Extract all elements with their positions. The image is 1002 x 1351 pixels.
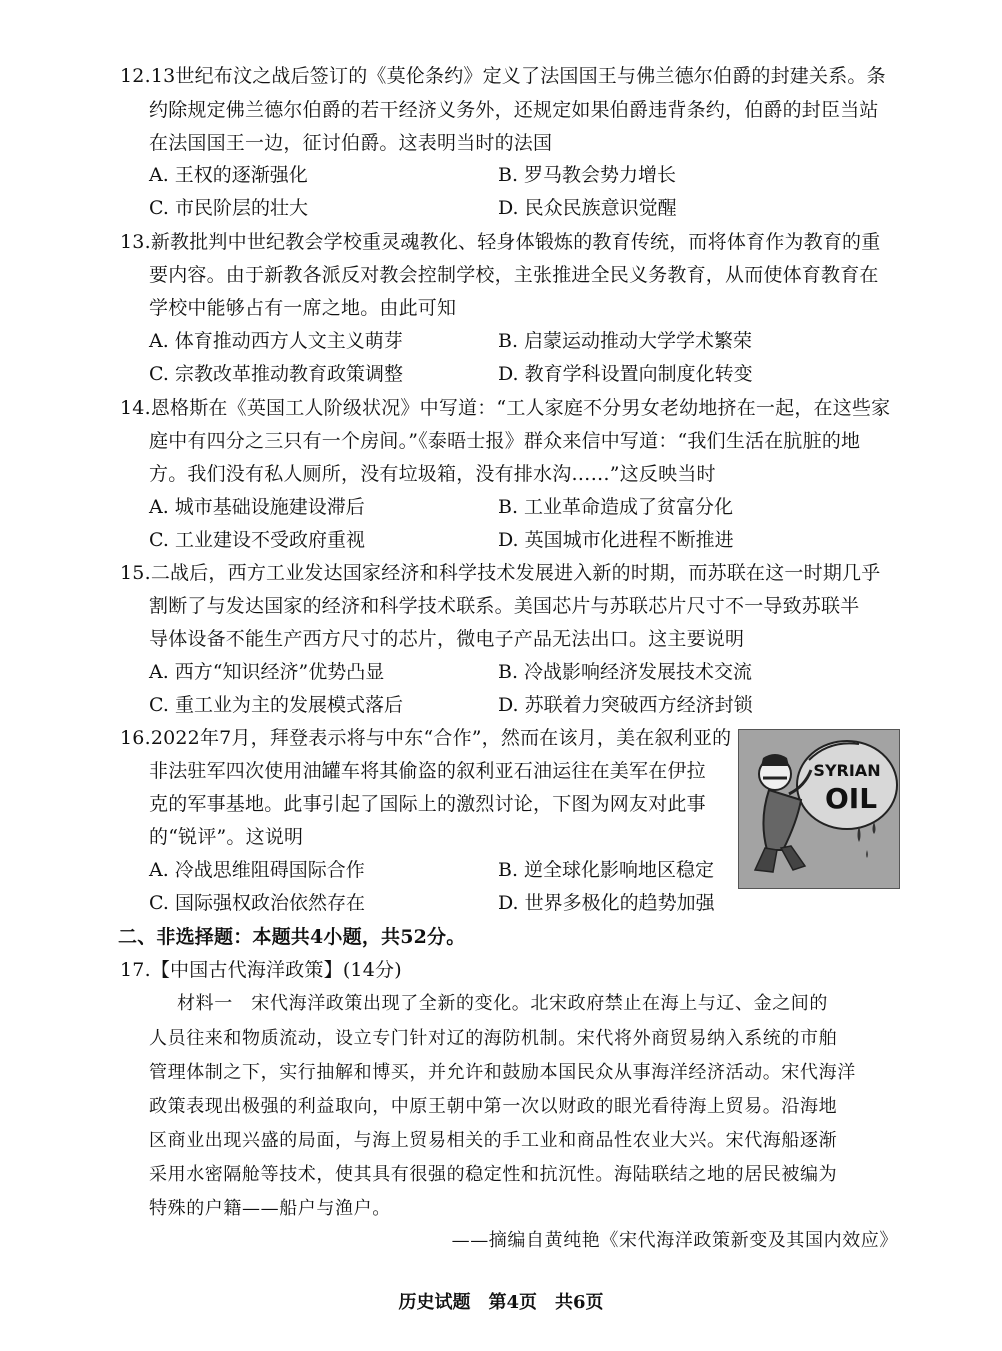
- q12-stem-line-2: 约除规定佛兰德尔伯爵的若干经济义务外，还规定如果伯爵违背条约，伯爵的封臣当站: [149, 99, 879, 121]
- q15-option-b[interactable]: B. 冷战影响经济发展技术交流: [498, 661, 753, 683]
- q12-option-a[interactable]: A. 王权的逐渐强化: [149, 164, 308, 186]
- q17-source-citation: ——摘编自黄纯艳《宋代海洋政策新变及其国内效应》: [451, 1230, 898, 1251]
- page-footer: 历史试题 第4页 共6页: [398, 1292, 604, 1313]
- q14-stem-line-2: 庭中有四分之三只有一个房间。”《泰晤士报》群众来信中写道：“我们生活在肮脏的地: [149, 430, 861, 452]
- q13-stem-line-2: 要内容。由于新教各派反对教会控制学校，主张推进全民义务教育，从而使体育教育在: [149, 264, 879, 286]
- q15-stem-line-2: 割断了与发达国家的经济和科学技术联系。美国芯片与苏联芯片尺寸不一导致苏联半: [149, 595, 860, 617]
- q16-stem-line-2: 非法驻军四次使用油罐车将其偷盗的叙利亚石油运往在美军在伊拉: [149, 760, 706, 782]
- q15-stem-line-1: 15.二战后，西方工业发达国家经济和科学技术发展进入新的时期，而苏联在这一时期几乎: [120, 562, 881, 584]
- cartoon-drawing: [739, 730, 899, 888]
- syrian-oil-cartoon: [738, 729, 900, 889]
- q12-option-d[interactable]: D. 民众民族意识觉醒: [498, 197, 677, 219]
- q12-stem-line-3: 在法国国王一边，征讨伯爵。这表明当时的法国: [149, 132, 553, 154]
- q16-option-a[interactable]: A. 冷战思维阻碍国际合作: [149, 859, 365, 881]
- q14-stem-line-1: 14.恩格斯在《英国工人阶级状况》中写道：“工人家庭不分男女老幼地挤在一起，在这些家: [120, 397, 891, 419]
- q15-option-d[interactable]: D. 苏联着力突破西方经济封锁: [498, 694, 753, 716]
- q16-stem-line-1: 16.2022年7月，拜登表示将与中东“合作”，然而在该月，美在叙利亚的: [120, 727, 732, 749]
- q12-stem-line-1: 12.13世纪布汶之战后签订的《莫伦条约》定义了法国国王与佛兰德尔伯爵的封建关系。条: [120, 65, 886, 87]
- q12-option-c[interactable]: C. 市民阶层的壮大: [149, 197, 308, 219]
- q17-material-line-7: 特殊的户籍——船户与渔户。: [149, 1198, 391, 1219]
- cartoon-label-syrian: SYRIAN: [813, 761, 881, 780]
- cartoon-label-oil: OIL: [824, 782, 878, 815]
- q17-material-line-3: 管理体制之下，实行抽解和博买，并允许和鼓励本国民众从事海洋经济活动。宋代海洋: [149, 1062, 856, 1083]
- q17-material-line-1: 材料一 宋代海洋政策出现了全新的变化。北宋政府禁止在海上与辽、金之间的: [177, 993, 828, 1014]
- q14-stem-line-3: 方。我们没有私人厕所，没有垃圾箱，没有排水沟……”这反映当时: [149, 463, 716, 485]
- q17-material-line-5: 区商业出现兴盛的局面，与海上贸易相关的手工业和商品性农业大兴。宋代海船逐渐: [149, 1130, 838, 1151]
- q13-option-c[interactable]: C. 宗教改革推动教育政策调整: [149, 363, 403, 385]
- q16-option-c[interactable]: C. 国际强权政治依然存在: [149, 892, 365, 914]
- q17-header: 17.【中国古代海洋政策】(14分): [120, 959, 402, 981]
- q16-stem-line-3: 克的军事基地。此事引起了国际上的激烈讨论，下图为网友对此事: [149, 793, 706, 815]
- q14-option-a[interactable]: A. 城市基础设施建设滞后: [149, 496, 365, 518]
- q13-stem-line-1: 13.新教批判中世纪教会学校重灵魂教化、轻身体锻炼的教育传统，而将体育作为教育的重: [120, 231, 881, 253]
- q15-option-c[interactable]: C. 重工业为主的发展模式落后: [149, 694, 403, 716]
- q15-stem-line-3: 导体设备不能生产西方尺寸的芯片，微电子产品无法出口。这主要说明: [149, 628, 745, 650]
- q14-option-c[interactable]: C. 工业建设不受政府重视: [149, 529, 365, 551]
- q12-option-b[interactable]: B. 罗马教会势力增长: [498, 164, 677, 186]
- q13-stem-line-3: 学校中能够占有一席之地。由此可知: [149, 297, 457, 319]
- q14-option-b[interactable]: B. 工业革命造成了贫富分化: [498, 496, 734, 518]
- q17-material-line-6: 采用水密隔舱等技术，使其具有很强的稳定性和抗沉性。海陆联结之地的居民被编为: [149, 1164, 838, 1185]
- q13-option-d[interactable]: D. 教育学科设置向制度化转变: [498, 363, 753, 385]
- q14-option-d[interactable]: D. 英国城市化进程不断推进: [498, 529, 734, 551]
- section-2-heading: 二、非选择题：本题共4小题，共52分。: [118, 926, 466, 948]
- q13-option-a[interactable]: A. 体育推动西方人文主义萌芽: [149, 330, 403, 352]
- q13-option-b[interactable]: B. 启蒙运动推动大学学术繁荣: [498, 330, 753, 352]
- q16-option-b[interactable]: B. 逆全球化影响地区稳定: [498, 859, 715, 881]
- q17-material-line-4: 政策表现出极强的利益取向，中原王朝中第一次以财政的眼光看待海上贸易。沿海地: [149, 1096, 838, 1117]
- q17-material-line-2: 人员往来和物质流动，设立专门针对辽的海防机制。宋代将外商贸易纳入系统的市舶: [149, 1028, 838, 1049]
- q16-stem-line-4: 的“锐评”。这说明: [149, 826, 304, 848]
- q15-option-a[interactable]: A. 西方“知识经济”优势凸显: [149, 661, 385, 683]
- q16-option-d[interactable]: D. 世界多极化的趋势加强: [498, 892, 715, 914]
